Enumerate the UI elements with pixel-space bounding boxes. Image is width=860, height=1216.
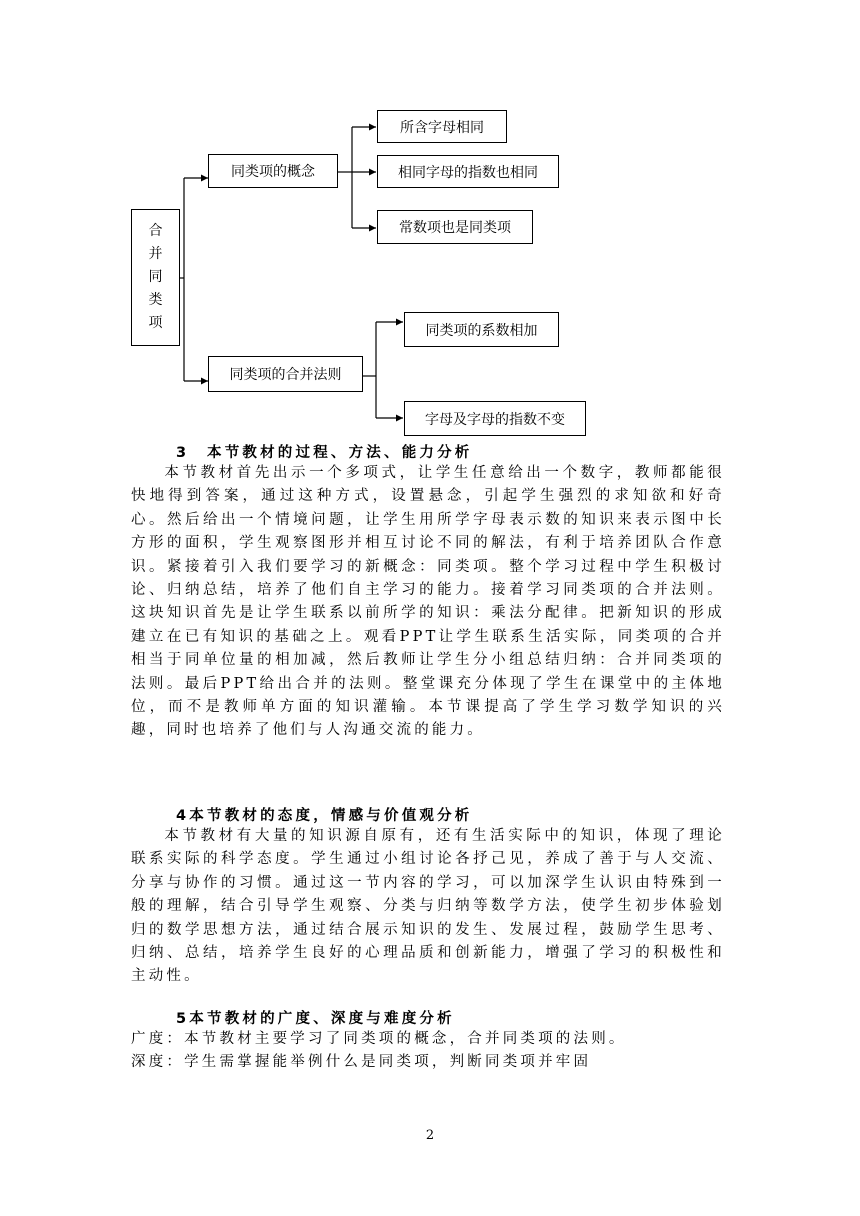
root-char: 类 <box>148 292 163 308</box>
root-char: 项 <box>148 315 163 331</box>
section-4-body <box>131 825 725 989</box>
section-5-body <box>131 1028 725 1075</box>
branch-concept-node: 同类项的概念 <box>208 154 338 188</box>
section-4-paragraph: 本节教材有大量的知识源自原有，还有生活实际中的知识，体现了理论联系实际的科学态度。学生通过小组讨论各抒己见，养成了善于与人交流、分享与协作的习惯。通过这一节内容的学习，可以加深学生认识由特殊到一般的理解，结合引导学生观察、分类与归纳等数学方法，使学生初步体验划归的数学思想方法，通过结合展示知识的发生、发展过程，鼓励学生思考、归纳、总结，培养学生良好的心理品质和创新能力，增强了学习的积极性和主动性。 <box>131 828 725 985</box>
concept-map <box>0 0 860 440</box>
section-3-body <box>131 462 725 743</box>
page-number: 2 <box>425 1128 435 1143</box>
leaf-node: 所含字母相同 <box>377 110 507 143</box>
section-5-heading: 5本节教材的广度、深度与难度分析 <box>176 1011 455 1027</box>
depth-paragraph: 深度：学生需掌握能举例什么是同类项，判断同类项并牢固 <box>131 1054 592 1071</box>
section-3-paragraph: 本节教材首先出示一个多项式，让学生任意给出一个数字，教师都能很快地得到答案，通过这种方式，设置悬念，引起学生强烈的求知欲和好奇心。然后给出一个情境问题，让学生用所学字母表示数的知识来表示图中长方形的面积，学生观察图形并相互讨论不同的解法，有利于培养团队合作意识。紧接着引入我们要学习的新概念：同类项。整个学习过程中学生积极讨论、归纳总结，培养了他们自主学习的能力。接着学习同类项的合并法则。这块知识首先是让学生联系以前所学的知识：乘法分配律。把新知识的形成建立在已有知识的基础之上。观看PPT让学生联系生活实际，同类项的合并相当于同单位量的相加减，然后教师让学生分小组总结归纳：合并同类项的法则。最后PPT给出合并的法则。整堂课充分体现了学生在课堂中的主体地位，而不是教师单方面的知识灌输。本节课提高了学生学习数学知识的兴趣，同时也培养了他们与人沟通交流的能力。 <box>131 465 725 739</box>
leaf-node: 常数项也是同类项 <box>377 210 533 244</box>
breadth-paragraph: 广度：本节教材主要学习了同类项的概念，合并同类项的法则。 <box>131 1031 627 1047</box>
root-char: 同 <box>148 269 163 285</box>
leaf-node: 字母及字母的指数不变 <box>404 401 586 436</box>
branch-rule-node: 同类项的合并法则 <box>208 356 363 392</box>
root-char: 合 <box>148 223 163 239</box>
section-4-heading: 4本节教材的态度，情感与价值观分析 <box>176 808 473 824</box>
root-char: 并 <box>148 246 163 262</box>
section-3-heading: 3 本节教材的过程、方法、能力分析 <box>176 445 473 461</box>
leaf-node: 相同字母的指数也相同 <box>377 155 559 188</box>
root-node <box>131 209 180 346</box>
leaf-node: 同类项的系数相加 <box>404 312 559 347</box>
